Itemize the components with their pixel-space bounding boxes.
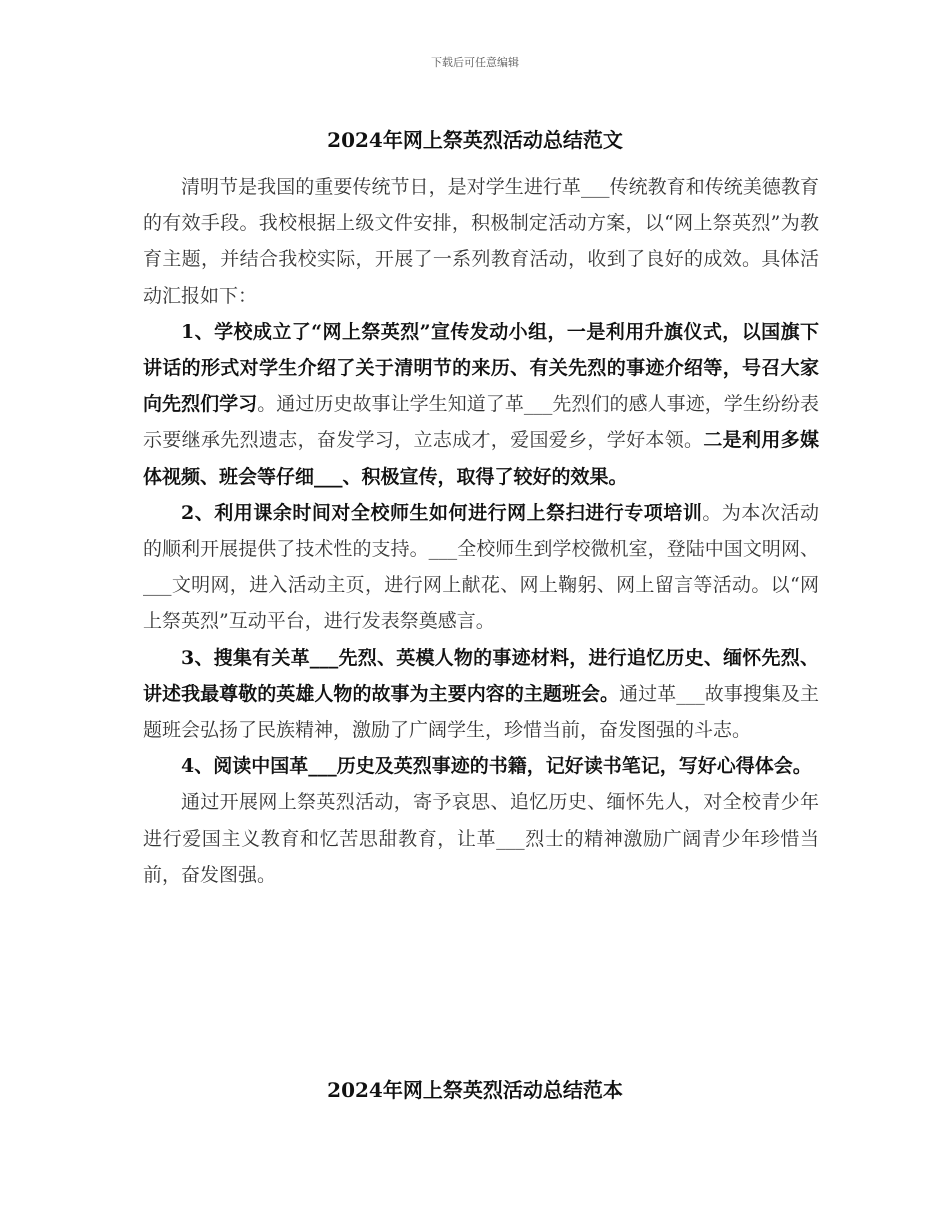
paragraph-conclusion-text: 通过开展网上祭英烈活动，寄予哀思、追忆历史、缅怀先人，对全校青少年进行爱国主义教育和忆苦思甜教育，让革___烈士的精神激励广阔青少年珍惜当前，奋发图强。 — [143, 791, 819, 886]
document-body — [143, 169, 819, 893]
paragraph-item-2-text: 。为本次活动的顺利开展提供了技术性的支持。___全校师生到学校微机室，登陆中国文明网、___文明网，进入活动主页，进行网上献花、网上鞠躬、网上留言等活动。以“网上祭英烈”互动平台，进行发表祭奠感言。 — [143, 501, 819, 633]
paragraph-item-4-bold: 4、阅读中国革___历史及英烈事迹的书籍，记好读书笔记，写好心得体会。 — [181, 755, 812, 778]
paragraph-intro-text: 清明节是我国的重要传统节日，是对学生进行革___传统教育和传统美德教育的有效手段。我校根据上级文件安排，积极制定活动方案，以“网上祭英烈”为教育主题，并结合我校实际，开展了一系列教育活动，收到了良好的成效。具体活动汇报如下： — [143, 176, 819, 307]
paragraph-item-4 — [143, 748, 819, 784]
paragraph-item-2 — [143, 495, 819, 640]
header-note: 下载后可任意编辑 — [431, 56, 519, 69]
paragraph-item-3 — [143, 640, 819, 749]
paragraph-item-1 — [143, 314, 819, 495]
paragraph-item-3-bold-lead: 3、搜集有关革___先烈、英模人物的事迹材料，进行追忆历史、缅怀先烈、讲述我最尊敬的英雄人物的故事为主要内容的主题班会。 — [143, 646, 819, 705]
paragraph-item-1-text: 。通过历史故事让学生知道了革___先烈们的感人事迹，学生纷纷表示要继承先烈遗志，奋发学习，立志成才，爱国爱乡，学好本领。 — [143, 393, 819, 452]
paragraph-conclusion — [143, 784, 819, 893]
paragraph-intro — [143, 169, 819, 314]
paragraph-item-3-text: 通过革___故事搜集及主题班会弘扬了民族精神，激励了广阔学生，珍惜当前，奋发图强的斗志。 — [143, 682, 819, 742]
paragraph-item-2-bold-lead: 2、利用课余时间对全校师生如何进行网上祭扫进行专项培训 — [181, 501, 703, 524]
document-title: 2024年网上祭英烈活动总结范文 — [327, 128, 623, 152]
paragraph-item-1-bold-lead: 1、学校成立了“网上祭英烈”宣传发动小组，一是利用升旗仪式，以国旗下讲话的形式对学生介绍了关于清明节的来历、有关先烈的事迹介绍等，号召大家向先烈们学习 — [143, 320, 819, 416]
paragraph-item-1-bold-tail: 二是利用多媒体视频、班会等仔细___、积极宣传，取得了较好的效果。 — [143, 429, 819, 488]
second-document-title: 2024年网上祭英烈活动总结范本 — [327, 1078, 623, 1102]
